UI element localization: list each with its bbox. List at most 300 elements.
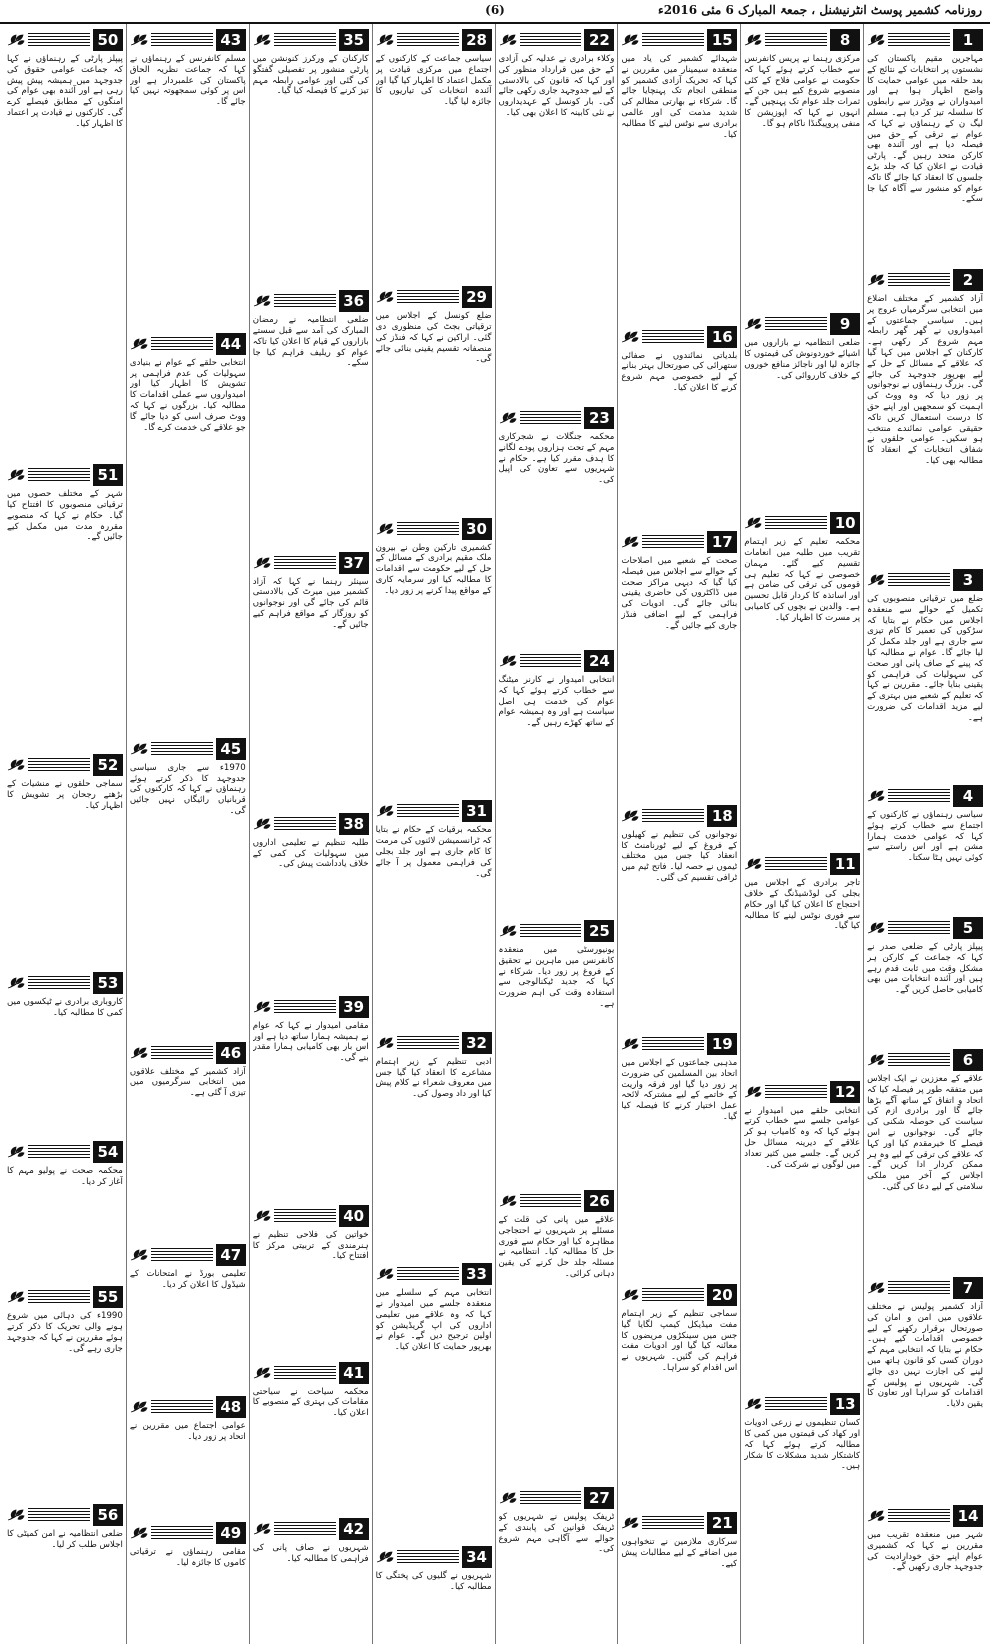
news-item-header [253, 1205, 369, 1227]
news-item [499, 402, 615, 645]
news-item [867, 264, 983, 564]
news-item-header [7, 754, 123, 776]
news-number-badge: 1 [953, 29, 983, 51]
leaf-ornament-icon [253, 1209, 271, 1223]
news-item-header [621, 531, 737, 553]
news-item-header [130, 1042, 246, 1064]
news-item-text: ضلعی انتظامیہ نے رمضان المبارک کی آمد سے قبل سستے بازاروں کے قیام کا اعلان کیا تاکہ عوام کو ریلیف فراہم کیا جا سکے۔ [252, 315, 369, 369]
news-item [7, 749, 123, 967]
leaf-ornament-icon [253, 817, 271, 831]
news-item-header [744, 512, 860, 534]
leaf-ornament-icon [744, 516, 762, 530]
news-number-badge: 24 [584, 650, 614, 672]
leaf-ornament-icon [253, 33, 271, 47]
leaf-ornament-icon [744, 857, 762, 871]
leaf-ornament-icon [744, 1085, 762, 1099]
news-item [744, 1076, 860, 1389]
news-number-badge: 26 [584, 1190, 614, 1212]
leaf-ornament-icon [499, 654, 517, 668]
news-number-badge: 13 [830, 1393, 860, 1415]
news-item [130, 1391, 246, 1518]
header-rule [888, 921, 950, 935]
news-item-text: مہاجرین مقیم پاکستان کی نشستوں پر انتخابات کے نتائج کے بعد حلقہ میں عوامی حمایت کا واضح اظہار ہوا ہے اور امیدواران نے ووٹرز سے رابطوں کا سلسلہ تیز کر دیا ہے۔ مسلم لیگ ن کے رہنماؤں نے کہا کہ عوام نے ترقی کے حق میں فیصلہ دیا ہے اور آئندہ بھی کارکن متحد رہیں گے۔ پارٹی قیادت نے اعلان کیا کہ جلد بڑے جلسوں کا انعقاد کیا جائے گا تاکہ عوام کو منشور سے آگاہ کیا جا سکے۔ [867, 54, 983, 205]
header-rule [28, 1145, 90, 1159]
leaf-ornament-icon [867, 789, 885, 803]
news-item [621, 526, 737, 800]
news-item-text: محکمہ جنگلات نے شجرکاری مہم کے تحت ہزاروں پودے لگانے کا ہدف مقرر کیا ہے۔ حکام نے شہریوں سے تعاون کی اپیل کی۔ [498, 432, 615, 486]
news-item-text: تاجر برادری کے اجلاس میں بجلی کی لوڈشیڈنگ کے خلاف احتجاج کا اعلان کیا گیا اور حکام سے فوری نوٹس لینے کا مطالبہ کیا گیا۔ [744, 878, 861, 932]
news-item [744, 848, 860, 1075]
leaf-ornament-icon [376, 1267, 394, 1281]
news-item [499, 1185, 615, 1482]
news-item-text: محکمہ تعلیم کے زیر اہتمام تقریب میں طلبہ میں انعامات تقسیم کیے گئے۔ مہمان خصوصی نے کہا کہ تعلیم ہی قوموں کی ترقی کی ضامن ہے اور اساتذہ کا کردار قابل تحسین ہے۔ والدین نے بچوں کی کامیابی پر مسرت کا اظہار کیا۔ [744, 537, 861, 623]
news-item-header [7, 464, 123, 486]
news-item-header [867, 785, 983, 807]
news-item [7, 459, 123, 749]
leaf-ornament-icon [867, 1509, 885, 1523]
leaf-ornament-icon [130, 1248, 148, 1262]
news-number-badge: 15 [707, 29, 737, 51]
header-rule [765, 857, 827, 871]
news-item-text: نوجوانوں کی تنظیم نے کھیلوں کے فروغ کے لیے ٹورنامنٹ کا انعقاد کیا جس میں مختلف ٹیموں نے حصہ لیا۔ فاتح ٹیم میں ٹرافی تقسیم کی گئی۔ [621, 829, 738, 883]
news-item [253, 285, 369, 546]
news-item-text: علاقے کے معززین نے ایک اجلاس میں متفقہ طور پر فیصلہ کیا کہ اتحاد و اتفاق کے ساتھ آگے بڑھا جائے گا اور برادری ازم کی سیاست کی حوصلہ شکنی کی جائے گی۔ نوجوانوں نے اس فیصلے کا خیرمقدم کیا اور کہا کہ علاقے کی ترقی کے لیے وہ ہر ممکن کردار ادا کریں گے۔ اجلاس کے آخر میں ملکی سلامتی کے لیے دعا کی گئی۔ [867, 1074, 983, 1192]
news-item [376, 513, 492, 796]
news-number-badge: 31 [462, 800, 492, 822]
news-number-badge: 35 [339, 29, 369, 51]
news-number-badge: 23 [584, 407, 614, 429]
news-number-badge: 52 [93, 754, 123, 776]
news-item-text: سیاسی رہنماؤں نے کارکنوں کے اجتماع سے خطاب کرتے ہوئے کہا کہ عوامی خدمت ہمارا مشن ہے اور اس راستے سے کوئی نہیں ہٹا سکتا۔ [867, 810, 983, 864]
news-item [867, 912, 983, 1044]
leaf-ornament-icon [253, 1366, 271, 1380]
news-item-header [621, 1284, 737, 1306]
leaf-ornament-icon [499, 411, 517, 425]
news-item-header [130, 1522, 246, 1544]
news-item-header [744, 1393, 860, 1415]
news-item-header [253, 813, 369, 835]
news-item [867, 564, 983, 780]
news-item [621, 1028, 737, 1279]
news-item-header [499, 407, 615, 429]
news-item-header [253, 1518, 369, 1540]
news-item [7, 1281, 123, 1499]
news-column [863, 24, 986, 1644]
news-item [130, 1239, 246, 1391]
news-item-text: محکمہ سیاحت نے سیاحتی مقامات کی بہتری کے منصوبے کا اعلان کیا۔ [252, 1386, 369, 1419]
news-item [744, 1388, 860, 1644]
news-number-badge: 54 [93, 1141, 123, 1163]
news-item-text: شہدائے کشمیر کی یاد میں منعقدہ سیمینار میں مقررین نے کہا کہ تحریک آزادی کشمیر کو منطقی انجام تک پہنچایا جائے گا۔ شرکاء نے بھارتی مظالم کی شدید مذمت کی اور عالمی برادری سے نوٹس لینے کا مطالبہ کیا۔ [621, 54, 738, 140]
news-column [372, 24, 495, 1644]
news-number-badge: 27 [584, 1487, 614, 1509]
news-item-header [867, 1505, 983, 1527]
news-item [130, 1037, 246, 1240]
news-item-header [253, 996, 369, 1018]
news-item-text: بلدیاتی نمائندوں نے صفائی ستھرائی کی صورتحال بہتر بنانے کے لیے خصوصی مہم شروع کرنے کا اعلان کیا۔ [621, 350, 738, 394]
header-rule [28, 1508, 90, 1522]
news-number-badge: 21 [707, 1512, 737, 1534]
leaf-ornament-icon [376, 522, 394, 536]
leaf-ornament-icon [376, 33, 394, 47]
leaf-ornament-icon [7, 976, 25, 990]
news-number-badge: 30 [462, 518, 492, 540]
news-item-header [253, 290, 369, 312]
leaf-ornament-icon [744, 33, 762, 47]
news-item-text: انتخابی مہم کے سلسلے میں منعقدہ جلسے میں امیدوار نے کہا کہ وہ علاقے میں تعلیمی اداروں کی اپ گریڈیشن کو اولین ترجیح دیں گے۔ عوام نے بھرپور حمایت کا اعلان کیا۔ [375, 1288, 492, 1353]
header-rule [151, 1046, 213, 1060]
header-rule [642, 535, 704, 549]
news-item [499, 24, 615, 402]
news-number-badge: 4 [953, 785, 983, 807]
leaf-ornament-icon [130, 1046, 148, 1060]
header-rule [520, 1491, 582, 1505]
news-item-text: سماجی حلقوں نے منشیات کے بڑھتے رجحان پر تشویش کا اظہار کیا۔ [7, 779, 123, 811]
page-number: (6) [485, 3, 505, 17]
leaf-ornament-icon [130, 337, 148, 351]
news-item-header [867, 269, 983, 291]
leaf-ornament-icon [130, 33, 148, 47]
news-item-header [499, 1487, 615, 1509]
header-rule [888, 33, 950, 47]
news-item-text: آزاد کشمیر کے مختلف اضلاع میں انتخابی سرگرمیاں عروج پر ہیں۔ سیاسی جماعتوں کے امیدواروں نے گھر گھر رابطہ مہم شروع کر رکھی ہے۔ کارکنان کے اجلاس میں کہا گیا کہ علاقے کے مسائل کے حل کے لیے بھرپور جدوجہد کی جائے گی۔ بزرگ رہنماؤں نے نوجوانوں پر زور دیا کہ وہ ووٹ کی اہمیت کو سمجھیں اور اپنے حق کا درست استعمال کریں تاکہ حقیقی عوامی نمائندے منتخب ہو سکیں۔ عوامی حلقوں نے شفاف انتخابات کے انعقاد کا مطالبہ بھی کیا۔ [867, 294, 983, 466]
header-rule [28, 1290, 90, 1304]
news-number-badge: 43 [216, 29, 246, 51]
news-item-header [7, 1286, 123, 1308]
header-rule [520, 33, 582, 47]
news-item-text: مقامی امیدوار نے کہا کہ عوام نے ہمیشہ ہمارا ساتھ دیا ہے اور اس بار بھی کامیابی ہمارا مقدر بنے گی۔ [252, 1020, 369, 1064]
news-item-text: کاروباری برادری نے ٹیکسوں میں کمی کا مطالبہ کیا۔ [7, 996, 123, 1018]
news-number-badge: 16 [707, 326, 737, 348]
news-item-header [376, 1546, 492, 1568]
news-number-badge: 50 [93, 29, 123, 51]
news-number-badge: 8 [830, 29, 860, 51]
leaf-ornament-icon [867, 273, 885, 287]
news-item [130, 328, 246, 733]
news-item-text: 1990ء کی دہائی میں شروع ہونے والی تحریک کا ذکر کرتے ہوئے مقررین نے کہا کہ جدوجہد جاری رہے گی۔ [7, 1311, 123, 1354]
news-item [376, 1541, 492, 1644]
news-item-header [130, 738, 246, 760]
news-item [744, 507, 860, 848]
news-number-badge: 7 [953, 1277, 983, 1299]
header-rule [397, 522, 459, 536]
news-item-text: انتخابی حلقے کے عوام نے بنیادی سہولیات کی عدم فراہمی پر تشویش کا اظہار کیا اور امیدواروں سے عملی اقدامات کا مطالبہ کیا۔ بزرگوں نے کہا کہ ووٹ صرف اسی کو دیا جائے گا جو علاقے کی خدمت کرے گا۔ [129, 357, 246, 433]
leaf-ornament-icon [621, 809, 639, 823]
leaf-ornament-icon [7, 1290, 25, 1304]
news-item-header [744, 29, 860, 51]
header-rule [151, 1248, 213, 1262]
leaf-ornament-icon [7, 758, 25, 772]
news-item-text: شہریوں نے صاف پانی کی فراہمی کا مطالبہ کیا۔ [252, 1543, 369, 1565]
news-item [253, 547, 369, 808]
news-item [253, 1357, 369, 1514]
leaf-ornament-icon [621, 1288, 639, 1302]
news-number-badge: 56 [93, 1504, 123, 1526]
leaf-ornament-icon [253, 1522, 271, 1536]
news-item-text: ادبی تنظیم کے زیر اہتمام مشاعرے کا انعقاد کیا گیا جس میں معروف شعراء نے کلام پیش کیا اور داد وصول کی۔ [375, 1056, 492, 1100]
news-item-text: شہریوں نے گلیوں کی پختگی کا مطالبہ کیا۔ [375, 1571, 492, 1592]
news-item-header [7, 1504, 123, 1526]
news-item-header [499, 1190, 615, 1212]
news-item-header [621, 1033, 737, 1055]
news-item-text: 1970ء سے جاری سیاسی جدوجہد کا ذکر کرتے ہوئے رہنماؤں نے کہا کہ کارکنوں کی قربانیاں رائیگاں نہیں جائیں گی۔ [129, 762, 246, 816]
leaf-ornament-icon [867, 1053, 885, 1067]
news-item-text: محکمہ برقیات کے حکام نے بتایا کہ ٹرانسمیشن لائنوں کی مرمت کا کام جاری ہے اور جلد بجلی کی فراہمی معمول پر آ جائے گی۔ [375, 825, 492, 879]
leaf-ornament-icon [499, 1194, 517, 1208]
news-item [376, 795, 492, 1026]
header-rule [151, 33, 213, 47]
header-rule [642, 1288, 704, 1302]
news-item [621, 800, 737, 1028]
news-item [376, 1258, 492, 1541]
news-number-badge: 39 [339, 996, 369, 1018]
leaf-ornament-icon [499, 924, 517, 938]
news-item [621, 24, 737, 321]
news-item-header [867, 1277, 983, 1299]
header-rule [765, 516, 827, 530]
header-rule [151, 742, 213, 756]
header-rule [642, 809, 704, 823]
news-item-header [621, 805, 737, 827]
news-item-text: کسان تنظیموں نے زرعی ادویات اور کھاد کی قیمتوں میں کمی کا مطالبہ کرتے ہوئے کہا کہ کاشتکار شدید مشکلات کا شکار ہیں۔ [744, 1418, 861, 1472]
news-item [7, 967, 123, 1136]
news-item-header [130, 29, 246, 51]
news-item-text: مسلم کانفرنس کے رہنماؤں نے کہا کہ جماعت نظریہ الحاق پاکستان کی علمبردار ہے اور اس پر کوئی سمجھوتہ نہیں کیا جائے گا۔ [129, 54, 246, 108]
news-number-badge: 28 [462, 29, 492, 51]
leaf-ornament-icon [867, 573, 885, 587]
leaf-ornament-icon [621, 535, 639, 549]
news-item [621, 1507, 737, 1644]
header-rule [397, 1036, 459, 1050]
header-rule [274, 556, 336, 570]
news-number-badge: 19 [707, 1033, 737, 1055]
news-item-header [499, 29, 615, 51]
header-rule [765, 1397, 827, 1411]
news-number-badge: 47 [216, 1244, 246, 1266]
header-rule [888, 273, 950, 287]
news-number-badge: 40 [339, 1205, 369, 1227]
news-item-text: سماجی تنظیم کے زیر اہتمام مفت میڈیکل کیمپ لگایا گیا جس میں سینکڑوں مریضوں کا معائنہ کیا گیا اور ادویات مفت فراہم کی گئیں۔ شہریوں نے اس اقدام کو سراہا۔ [621, 1308, 738, 1373]
news-item [130, 1517, 246, 1644]
leaf-ornament-icon [376, 290, 394, 304]
leaf-ornament-icon [744, 1397, 762, 1411]
news-column [126, 24, 249, 1644]
news-number-badge: 46 [216, 1042, 246, 1064]
news-item-header [499, 650, 615, 672]
leaf-ornament-icon [744, 317, 762, 331]
news-item-header [130, 1396, 246, 1418]
news-item [253, 991, 369, 1200]
news-item-text: محکمہ صحت نے پولیو مہم کا آغاز کر دیا۔ [7, 1166, 123, 1188]
leaf-ornament-icon [7, 1145, 25, 1159]
header-rule [274, 1522, 336, 1536]
news-item-header [253, 1362, 369, 1384]
news-number-badge: 5 [953, 917, 983, 939]
news-item-text: ضلع کونسل کے اجلاس میں ترقیاتی بجٹ کی منظوری دی گئی۔ اراکین نے کہا کہ فنڈز کی منصفانہ تقسیم یقینی بنائی جائے گی۔ [375, 311, 492, 365]
news-item [499, 915, 615, 1185]
news-item-text: آزاد کشمیر پولیس نے مختلف علاقوں میں امن و امان کی صورتحال برقرار رکھنے کے لیے خصوصی اقدامات کیے ہیں۔ حکام نے بتایا کہ انتخابی مہم کے دوران کسی کو قانون ہاتھ میں لینے کی اجازت نہیں دی جائے گی۔ شہریوں نے پولیس کے اقدامات کو سراہا اور تعاون کا یقین دلایا۔ [867, 1302, 983, 1410]
news-item [253, 24, 369, 285]
leaf-ornament-icon [621, 33, 639, 47]
news-item [7, 1136, 123, 1281]
news-item-header [621, 326, 737, 348]
news-column [495, 24, 618, 1644]
header-rule [642, 1037, 704, 1051]
news-item-text: پیپلز پارٹی کے رہنماؤں نے کہا کہ جماعت عوامی حقوق کی جدوجہد میں ہمیشہ پیش پیش رہی ہے اور آئندہ بھی عوام کی امنگوں کے مطابق فیصلے کرے گی۔ کارکنوں نے قیادت پر اعتماد کا اظہار کیا۔ [7, 54, 123, 129]
news-item [253, 808, 369, 991]
news-item-text: شہر میں منعقدہ تقریب میں مقررین نے کہا کہ کشمیری عوام اپنے حق خودارادیت کی جدوجہد جاری رکھیں گے۔ [867, 1530, 983, 1573]
news-item-text: ضلع میں ترقیاتی منصوبوں کی تکمیل کے حوالے سے منعقدہ اجلاس میں حکام نے بتایا کہ سڑکوں کی تعمیر کا کام تیزی سے جاری ہے اور جلد مکمل کر لیا جائے گا۔ عوام نے مطالبہ کیا کہ پینے کے صاف پانی اور صحت کی سہولیات کی فراہمی کو یقینی بنایا جائے۔ مقررین نے کہا کہ تعلیم کے شعبے میں بہتری کے لیے مزید اقدامات کی ضرورت ہے۔ [867, 594, 983, 723]
news-item [499, 645, 615, 915]
news-item-header [253, 552, 369, 574]
news-number-badge: 38 [339, 813, 369, 835]
leaf-ornament-icon [7, 468, 25, 482]
news-item-header [376, 286, 492, 308]
header-rule [888, 1281, 950, 1295]
header-rule [520, 411, 582, 425]
news-number-badge: 3 [953, 569, 983, 591]
header-rule [888, 573, 950, 587]
news-item [7, 1499, 123, 1644]
news-item [7, 24, 123, 459]
news-item-header [744, 313, 860, 335]
header-rule [520, 654, 582, 668]
header-rule [520, 924, 582, 938]
header-rule [274, 1209, 336, 1223]
news-item [867, 1044, 983, 1272]
header-rule [151, 1400, 213, 1414]
header-rule [28, 468, 90, 482]
header-rule [274, 817, 336, 831]
news-item-header [867, 1049, 983, 1071]
header-rule [274, 33, 336, 47]
news-item-header [621, 29, 737, 51]
news-number-badge: 48 [216, 1396, 246, 1418]
header-rule [151, 1526, 213, 1540]
header-rule [888, 1053, 950, 1067]
leaf-ornament-icon [376, 804, 394, 818]
news-number-badge: 37 [339, 552, 369, 574]
header-rule [642, 1516, 704, 1530]
news-item [253, 1200, 369, 1357]
header-rule [765, 33, 827, 47]
header-rule [765, 317, 827, 331]
news-item-header [376, 29, 492, 51]
header-rule [274, 1000, 336, 1014]
news-item [376, 24, 492, 281]
leaf-ornament-icon [7, 1508, 25, 1522]
news-number-badge: 17 [707, 531, 737, 553]
leaf-ornament-icon [253, 556, 271, 570]
news-item-header [7, 1141, 123, 1163]
news-column [740, 24, 863, 1644]
news-item-text: ضلعی انتظامیہ نے بازاروں میں اشیائے خوردونوش کی قیمتوں کا جائزہ لیا اور ناجائز منافع خوروں کے خلاف کارروائی کی۔ [744, 338, 861, 381]
news-item-text: عوامی اجتماع میں مقررین نے اتحاد پر زور دیا۔ [129, 1420, 246, 1442]
news-item [867, 24, 983, 264]
header-rule [397, 33, 459, 47]
news-number-badge: 2 [953, 269, 983, 291]
leaf-ornament-icon [7, 33, 25, 47]
header-rule [28, 976, 90, 990]
leaf-ornament-icon [621, 1516, 639, 1530]
news-number-badge: 51 [93, 464, 123, 486]
news-number-badge: 41 [339, 1362, 369, 1384]
news-item-header [253, 29, 369, 51]
news-item [744, 24, 860, 308]
news-number-badge: 44 [216, 333, 246, 355]
header-rule [397, 804, 459, 818]
news-item-header [867, 29, 983, 51]
news-number-badge: 36 [339, 290, 369, 312]
header-rule [151, 337, 213, 351]
news-item-text: سیاسی جماعت کے کارکنوں کے اجتماع میں مرکزی قیادت پر مکمل اعتماد کا اظہار کیا گیا اور آئندہ انتخابات کی تیاریوں کا جائزہ لیا گیا۔ [375, 54, 492, 108]
leaf-ornament-icon [621, 330, 639, 344]
news-column [249, 24, 372, 1644]
news-item-text: طلبہ تنظیم نے تعلیمی اداروں میں سہولیات کی کمی کے خلاف یادداشت پیش کی۔ [252, 837, 369, 870]
leaf-ornament-icon [499, 1491, 517, 1505]
news-number-badge: 9 [830, 313, 860, 335]
news-item-text: خواتین کی فلاحی تنظیم نے ہنرمندی کے تربیتی مرکز کا افتتاح کیا۔ [252, 1229, 369, 1262]
news-item-text: ضلعی انتظامیہ نے امن کمیٹی کا اجلاس طلب کر لیا۔ [7, 1528, 123, 1550]
news-item-text: انتخابی امیدوار نے کارنر میٹنگ سے خطاب کرتے ہوئے کہا کہ عوام کی خدمت ہی اصل سیاست ہے اور وہ ہمیشہ عوام کے ساتھ کھڑے رہیں گے۔ [498, 675, 615, 729]
news-item-text: تعلیمی بورڈ نے امتحانات کے شیڈول کا اعلان کر دیا۔ [129, 1269, 246, 1290]
news-item [867, 1500, 983, 1644]
header-rule [888, 1509, 950, 1523]
news-item-text: سرکاری ملازمین نے تنخواہوں میں اضافے کے لیے مطالبات پیش کیے۔ [621, 1537, 738, 1569]
news-number-badge: 42 [339, 1518, 369, 1540]
news-number-badge: 29 [462, 286, 492, 308]
leaf-ornament-icon [376, 1550, 394, 1564]
leaf-ornament-icon [253, 294, 271, 308]
news-number-badge: 33 [462, 1263, 492, 1285]
news-item [130, 733, 246, 1037]
news-item-text: ٹریفک پولیس نے شہریوں کو ٹریفک قوانین کی پابندی کے حوالے سے آگاہی مہم شروع کی۔ [498, 1512, 615, 1555]
news-item-text: کارکنان کے ورکرز کنونشن میں پارٹی منشور پر تفصیلی گفتگو کی گئی اور عوامی رابطہ مہم تیز کرنے کا فیصلہ کیا گیا۔ [252, 54, 369, 97]
news-item-header [499, 920, 615, 942]
header-rule [397, 290, 459, 304]
leaf-ornament-icon [499, 33, 517, 47]
news-item-text: پیپلز پارٹی کے ضلعی صدر نے کہا کہ جماعت کے کارکن ہر مشکل وقت میں ثابت قدم رہے ہیں اور آئندہ انتخابات میں بھی کامیابی حاصل کریں گے۔ [867, 942, 983, 996]
news-item [376, 281, 492, 512]
leaf-ornament-icon [621, 1037, 639, 1051]
header-rule [397, 1550, 459, 1564]
news-item [253, 1513, 369, 1644]
news-item [621, 1279, 737, 1507]
leaf-ornament-icon [130, 1526, 148, 1540]
page-header [0, 0, 990, 24]
news-number-badge: 22 [584, 29, 614, 51]
news-number-badge: 12 [830, 1081, 860, 1103]
news-item-header [376, 1032, 492, 1054]
news-number-badge: 14 [953, 1505, 983, 1527]
news-item-text: سینئر رہنما نے کہا کہ آزاد کشمیر میں میرٹ کی بالادستی قائم کی جائے گی اور نوجوانوں کو روزگار کے مواقع فراہم کیے جائیں گے۔ [252, 576, 369, 630]
news-column [617, 24, 740, 1644]
header-rule [397, 1267, 459, 1281]
header-rule [28, 33, 90, 47]
news-item-text: صحت کے شعبے میں اصلاحات کے حوالے سے اجلاس میں فیصلہ کیا گیا کہ دیہی مراکز صحت میں ڈاکٹروں کی حاضری یقینی بنائی جائے گی۔ ادویات کی فراہمی کے لیے اضافی فنڈز جاری کیے جائیں گے۔ [621, 555, 738, 631]
news-number-badge: 55 [93, 1286, 123, 1308]
news-item-text: انتخابی حلقے میں امیدوار نے عوامی جلسے سے خطاب کرتے ہوئے کہا کہ وہ کامیاب ہو کر علاقے کے دیرینہ مسائل حل کریں گے۔ جلسے میں کثیر تعداد میں لوگوں نے شرکت کی۔ [744, 1105, 861, 1170]
news-number-badge: 34 [462, 1546, 492, 1568]
news-item-header [867, 917, 983, 939]
news-item-text: مذہبی جماعتوں کے اجلاس میں اتحاد بین المسلمین کی ضرورت پر زور دیا گیا اور فرقہ واریت کے خاتمے کے لیے مشترکہ لائحہ عمل اختیار کرنے کا فیصلہ کیا گیا۔ [621, 1057, 738, 1122]
header-rule [274, 1366, 336, 1380]
header-rule [642, 33, 704, 47]
news-columns [0, 24, 990, 1644]
news-item-text: علاقے میں پانی کی قلت کے مسئلے پر شہریوں نے احتجاجی مظاہرہ کیا اور حکام سے فوری حل کا مطالبہ کیا۔ انتظامیہ نے مسئلہ جلد حل کرنے کی یقین دہانی کرائی۔ [498, 1215, 615, 1279]
news-item [744, 308, 860, 507]
news-item-text: مرکزی رہنما نے پریس کانفرنس سے خطاب کرتے ہوئے کہا کہ حکومت نے عوامی فلاح کے کئی منصوبے شروع کیے ہیں جن کے ثمرات جلد عوام تک پہنچیں گے۔ انہوں نے کہا کہ اپوزیشن کا منفی پروپیگنڈا ناکام ہو گا۔ [744, 54, 861, 129]
